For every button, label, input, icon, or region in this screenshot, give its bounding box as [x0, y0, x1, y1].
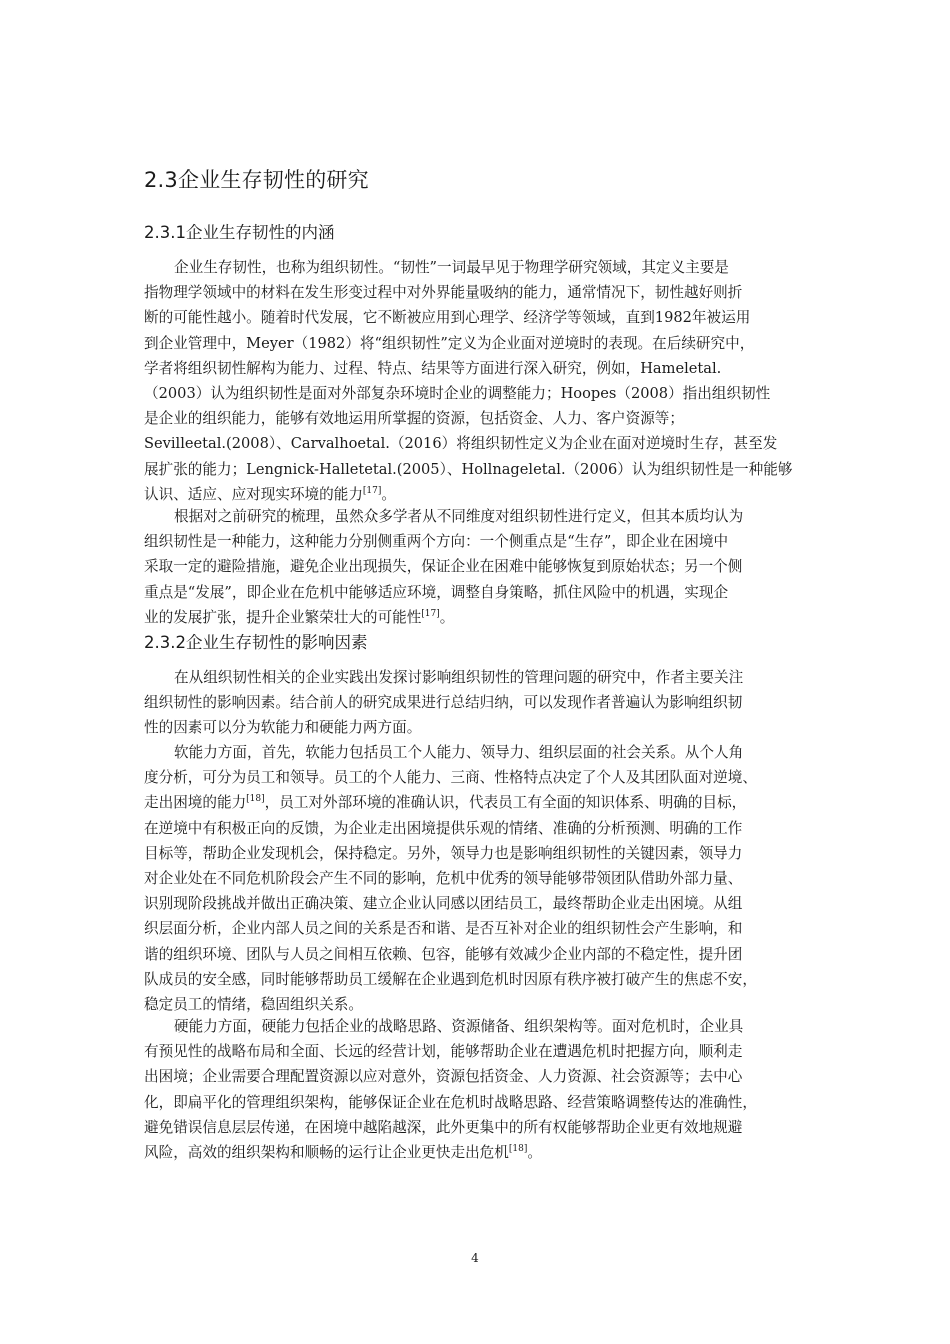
text-line: （2003）认为组织韧性是面对外部复杂环境时企业的调整能力；Hoopes（2008）指出组织韧性	[144, 385, 771, 403]
text-line: 采取一定的避险措施，避免企业出现损失，保证企业在困难中能够恢复到原始状态；另一个侧	[144, 558, 743, 576]
text-line: 组织韧性是一种能力，这种能力分别侧重两个方向：一个侧重点是“生存”，即企业在困境中	[144, 533, 729, 551]
text-line: 性的因素可以分为软能力和硬能力两方面。	[144, 719, 422, 737]
text-line: 化，即扁平化的管理组织架构，能够保证企业在危机时战略思路、经营策略调整传达的准确性，	[144, 1093, 757, 1111]
text-line: 稳定员工的情绪，稳固组织关系。	[144, 996, 363, 1014]
text-line: 是企业的组织能力，能够有效地运用所掌握的资源，包括资金、人力、客户资源等；	[144, 410, 684, 428]
text-line: 指物理学领域中的材料在发生形变过程中对外界能量吸纳的能力，通常情况下，韧性越好则折	[144, 284, 743, 302]
citation: [18]	[246, 794, 265, 805]
line-text: 风险，高效的组织架构和顺畅的运行让企业更快走出危机	[144, 1144, 509, 1162]
text-line	[144, 790, 834, 815]
text-line: 软能力方面，首先，软能力包括员工个人能力、领导力、组织层面的社会关系。从个人角	[174, 744, 744, 761]
text-line: 断的可能性越小。随着时代发展，它不断被应用到心理学、经济学等领域，直到1982年被运用	[144, 309, 751, 327]
text-line: 硬能力方面，硬能力包括企业的战略思路、资源储备、组织架构等。面对危机时，企业具	[174, 1018, 744, 1035]
text-line: 避免错误信息层层传递，在困境中越陷越深，此外更集中的所有权能够帮助企业更有效地规避	[144, 1118, 743, 1136]
section-heading: 2.3企业生存韧性的研究	[144, 168, 369, 192]
text-line: 组织韧性的影响因素。结合前人的研究成果进行总结归纳，可以发现作者普遍认为影响组织韧	[144, 694, 743, 712]
text-line: 目标等，帮助企业发现机会，保持稳定。另外，领导力也是影响组织韧性的关键因素，领导力	[144, 844, 743, 862]
text-line	[144, 605, 834, 630]
text-line: 企业生存韧性，也称为组织韧性。“韧性”一词最早见于物理学研究领域，其定义主要是	[174, 259, 729, 276]
paragraph-hard-ability	[144, 1014, 834, 1165]
text-line: 识别现阶段挑战并做出正确决策、建立企业认同感以团结员工，最终帮助企业走出困境。从组	[144, 895, 743, 913]
line-end: 。	[439, 608, 455, 626]
text-line: 学者将组织韧性解构为能力、过程、特点、结果等方面进行深入研究，例如，Hameletal.	[144, 359, 722, 377]
subsection-heading-1: 2.3.1企业生存韧性的内涵	[144, 223, 335, 242]
text-line: 度分析，可分为员工和领导。员工的个人能力、三商、性格特点决定了个人及其团队面对逆境、	[144, 769, 757, 787]
text-line: 对企业处在不同危机阶段会产生不同的影响，危机中优秀的领导能够带领团队借助外部力量、	[144, 870, 743, 888]
text-line: 谐的组织环境、团队与人员之间相互依赖、包容，能够有效减少企业内部的不稳定性，提升团	[144, 945, 743, 963]
text-line	[144, 1140, 834, 1165]
citation: [18]	[508, 1144, 528, 1155]
text-line: 展扩张的能力；Lengnick-Halletetal.(2005）、Hollnageletal.（2006）认为组织韧性是一种能够	[144, 460, 793, 478]
subsection-heading-2: 2.3.2企业生存韧性的影响因素	[144, 633, 368, 652]
line-end: 。	[381, 485, 397, 503]
text-line: 到企业管理中，Meyer（1982）将“组织韧性”定义为企业面对逆境时的表现。在后续研究中，	[144, 334, 755, 352]
text-line: 重点是“发展”，即企业在危机中能够适应环境，调整自身策略，抓住风险中的机遇，实现企	[144, 583, 729, 601]
paragraph-summary	[144, 504, 834, 630]
text-line: 在从组织韧性相关的企业实践出发探讨影响组织韧性的管理问题的研究中，作者主要关注	[174, 669, 744, 686]
text-line: 出困境；企业需要合理配置资源以应对意外，资源包括资金、人力资源、社会资源等；去中心	[144, 1068, 743, 1086]
text-line: 有预见性的战略布局和全面、长远的经营计划，能够帮助企业在遭遇危机时把握方向，顺利走	[144, 1043, 743, 1061]
line-text: 认识、适应、应对现实环境的能力	[144, 485, 363, 503]
page-number: 4	[471, 1251, 479, 1265]
citation: [17]	[421, 608, 440, 619]
line-text: ，员工对外部环境的准确认识，代表员工有全面的知识体系、明确的目标，	[264, 794, 747, 812]
line-text: 业的发展扩张，提升企业繁荣壮大的可能性	[144, 608, 422, 626]
paragraph-intro	[144, 665, 834, 741]
text-line: 在逆境中有积极正向的反馈，为企业走出困境提供乐观的情绪、准确的分析预测、明确的工作	[144, 819, 743, 837]
text-line: 队成员的安全感，同时能够帮助员工缓解在企业遇到危机时因原有秩序被打破产生的焦虑不安，	[144, 970, 757, 988]
text-line: 织层面分析，企业内部人员之间的关系是否和谐、是否互补对企业的组织韧性会产生影响，和	[144, 920, 743, 938]
citation: [17]	[362, 485, 382, 496]
text-line: 根据对之前研究的梳理，虽然众多学者从不同维度对组织韧性进行定义，但其本质均认为	[174, 508, 744, 525]
paragraph-soft-ability	[144, 740, 834, 1017]
line-end: 。	[527, 1144, 542, 1162]
paragraph-definition	[144, 255, 834, 507]
line-text: 走出困境的能力	[144, 794, 247, 812]
text-line: Sevilleetal.(2008）、Carvalhoetal.（2016）将组织韧性定义为企业在面对逆境时生存，甚至发	[144, 435, 778, 453]
